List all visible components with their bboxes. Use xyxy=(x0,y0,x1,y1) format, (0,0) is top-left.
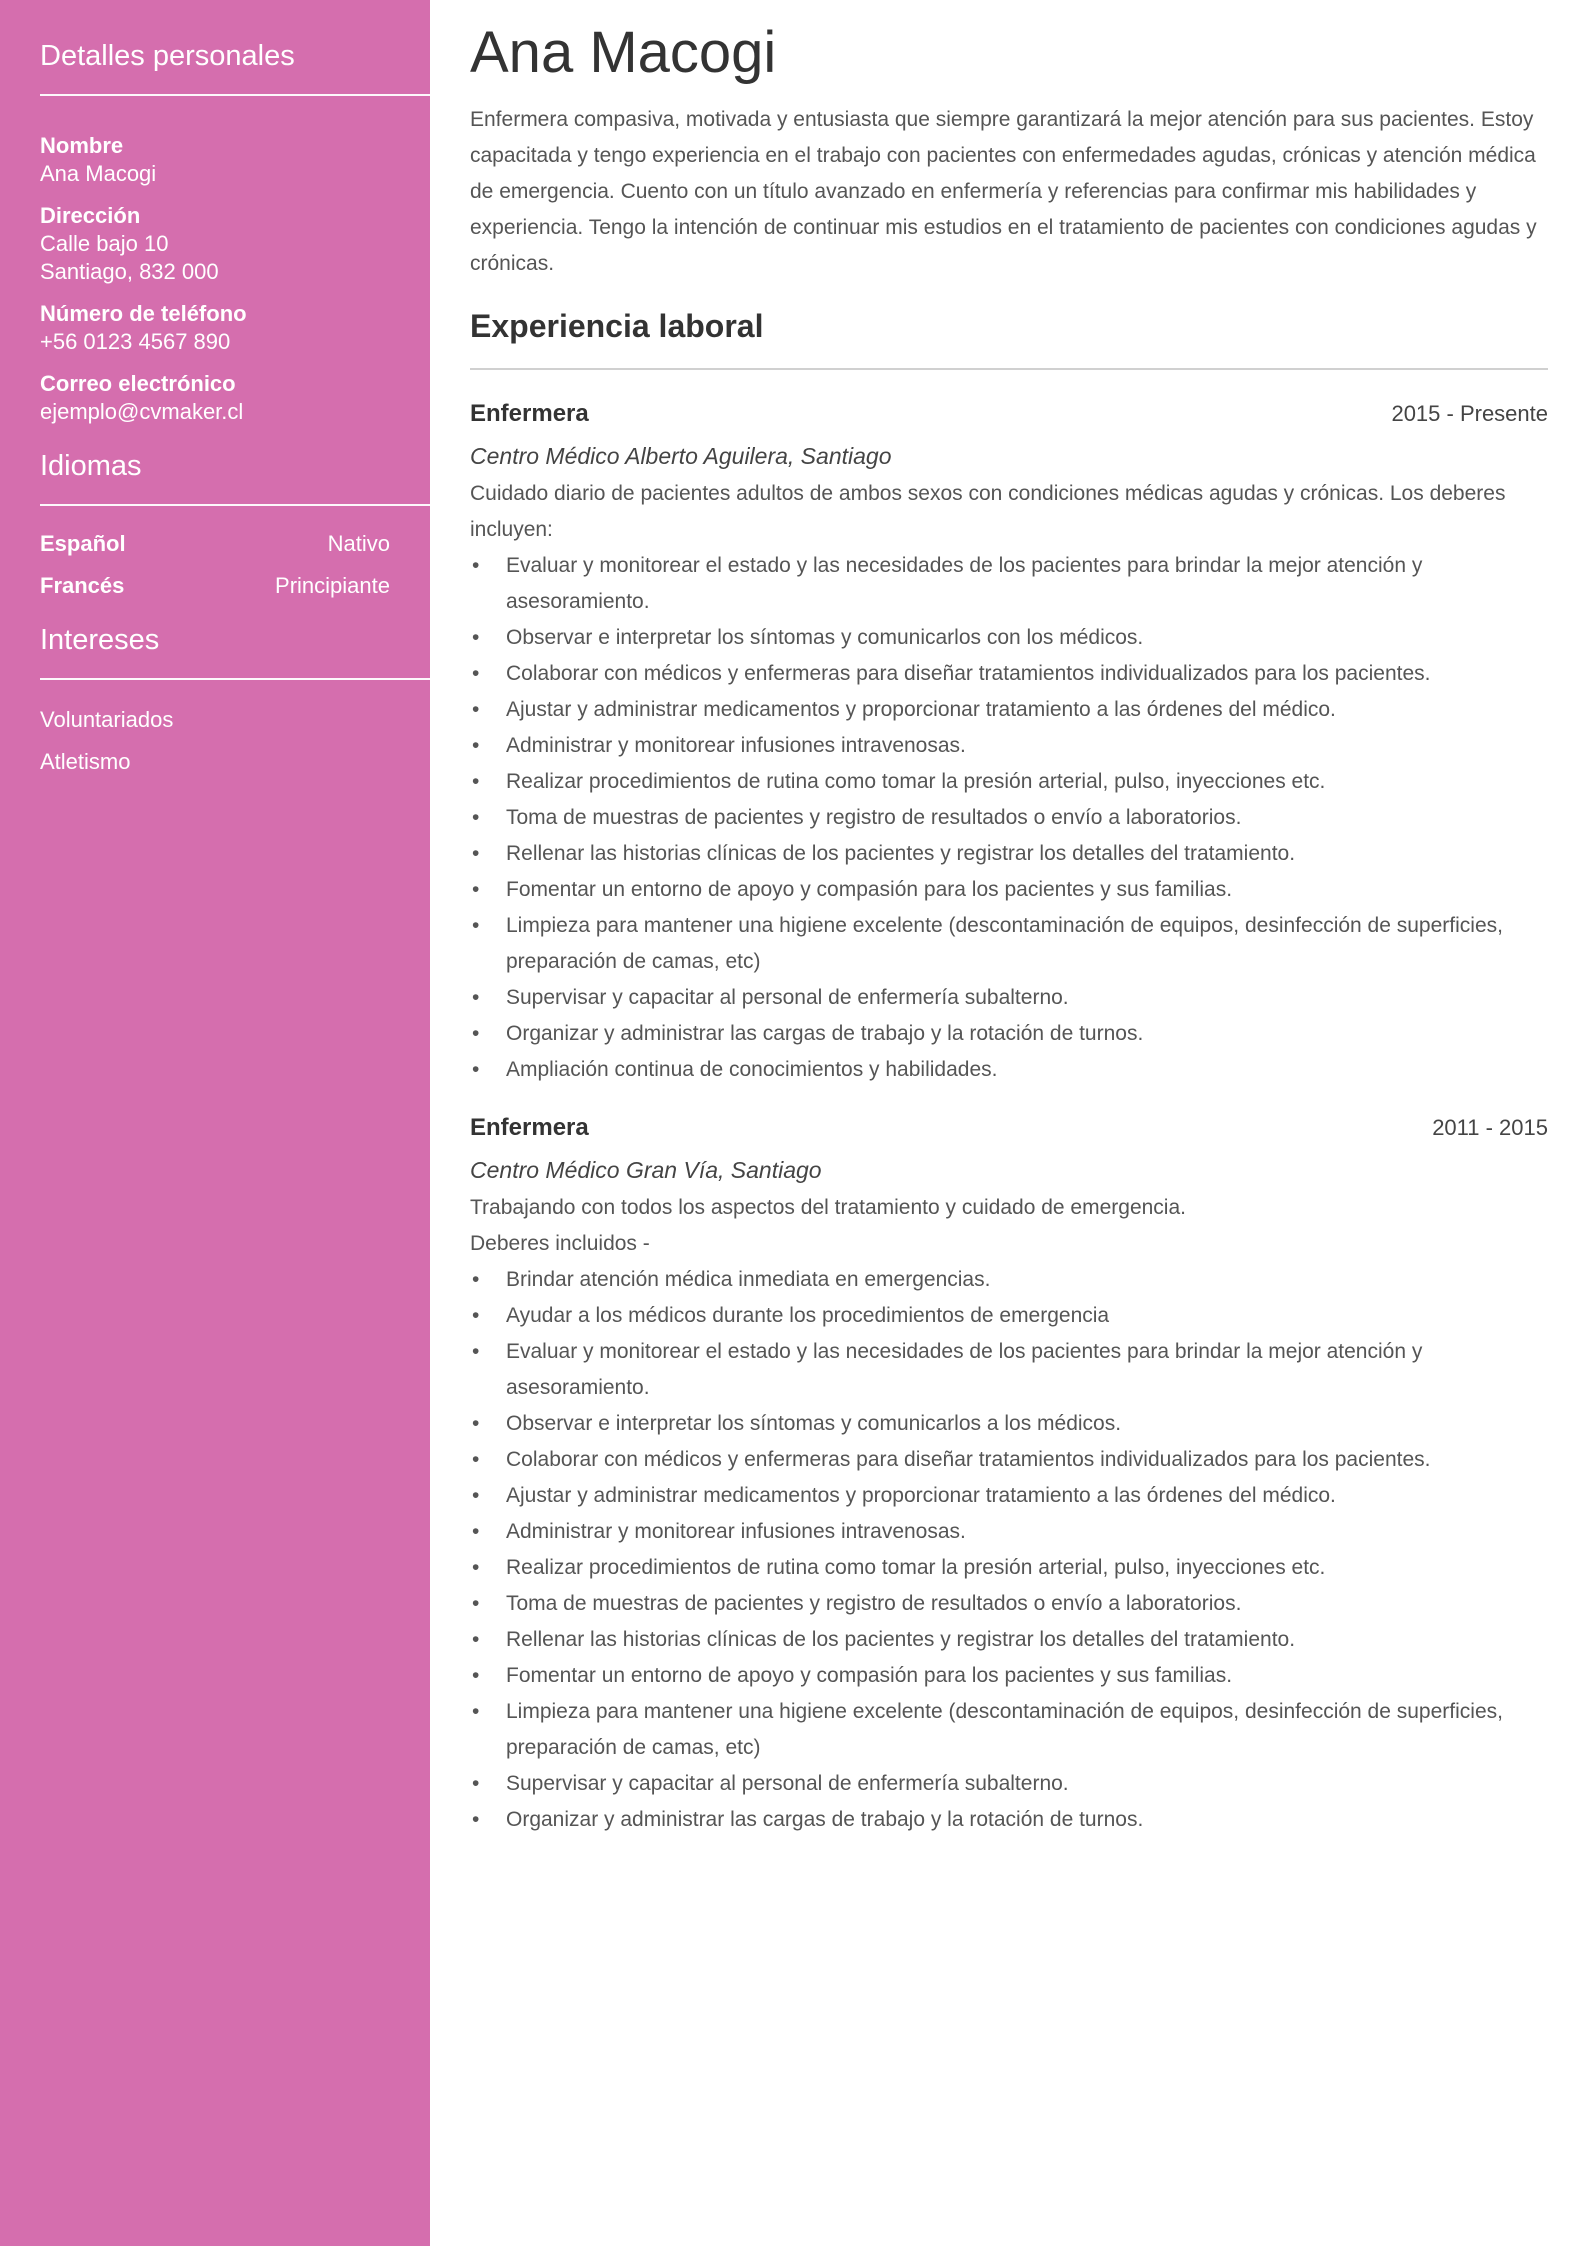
bullet-icon: • xyxy=(472,1448,480,1471)
bullet-icon: • xyxy=(472,1556,480,1579)
main-content xyxy=(470,0,1548,1860)
sidebar-divider xyxy=(40,504,430,506)
duty-item xyxy=(470,1586,1548,1622)
duty-text: Toma de muestras de pacientes y registro de resultados o envío a laboratorios. xyxy=(506,806,1242,829)
duty-item xyxy=(470,728,1548,764)
field-label: Número de teléfono xyxy=(40,301,247,326)
job-header xyxy=(470,396,1548,432)
bullet-icon: • xyxy=(472,698,480,721)
field-value: Santiago, 832 000 xyxy=(40,259,219,284)
bullet-icon: • xyxy=(472,914,480,937)
bullet-icon: • xyxy=(472,662,480,685)
languages-list xyxy=(40,530,430,600)
job-dates: 2011 - 2015 xyxy=(1432,1115,1548,1140)
duty-text: Realizar procedimientos de rutina como tomar la presión arterial, pulso, inyecciones etc. xyxy=(506,770,1326,793)
personal-field xyxy=(40,300,430,356)
job-entry xyxy=(470,396,1548,1088)
duty-item xyxy=(470,1016,1548,1052)
duty-text: Limpieza para mantener una higiene excelente (descontaminación de equipos, desinfección de superficies, preparación de camas, etc) xyxy=(506,1700,1503,1759)
interest-item: Atletismo xyxy=(40,749,131,774)
personal-field xyxy=(40,202,430,286)
sidebar-divider xyxy=(40,94,430,96)
duty-item xyxy=(470,836,1548,872)
field-label: Dirección xyxy=(40,203,141,228)
bullet-icon: • xyxy=(472,1268,480,1291)
profile-summary: Enfermera compasiva, motivada y entusiasta que siempre garantizará la mejor atención para sus pacientes. Estoy capacitada y tengo experiencia en el trabajo con pacientes con enfermedades agudas, crónicas y atención médica de emergencia. Cuento con un título avanzado en enfermería y referencias para confirmar mis habilidades y experiencia. Tengo la intención de continuar mis estudios en el tratamiento de pacientes con condiciones agudas y crónicas. xyxy=(470,108,1537,275)
bullet-icon: • xyxy=(472,1022,480,1045)
field-label: Nombre xyxy=(40,133,124,158)
duty-item xyxy=(470,980,1548,1016)
duty-item xyxy=(470,656,1548,692)
duty-item xyxy=(470,872,1548,908)
duty-text: Organizar y administrar las cargas de trabajo y la rotación de turnos. xyxy=(506,1808,1144,1831)
sidebar-divider xyxy=(40,678,430,680)
bullet-icon: • xyxy=(472,1520,480,1543)
languages-heading: Idiomas xyxy=(40,450,142,482)
language-name: Español xyxy=(40,531,126,556)
duty-text: Observar e interpretar los síntomas y comunicarlos a los médicos. xyxy=(506,1412,1122,1435)
duty-text: Ajustar y administrar medicamentos y proporcionar tratamiento a las órdenes del médico. xyxy=(506,698,1336,721)
bullet-icon: • xyxy=(472,626,480,649)
duty-item xyxy=(470,1262,1548,1298)
duty-text: Organizar y administrar las cargas de trabajo y la rotación de turnos. xyxy=(506,1022,1144,1045)
duty-item xyxy=(470,800,1548,836)
field-value: ejemplo@cvmaker.cl xyxy=(40,399,244,424)
bullet-icon: • xyxy=(472,1412,480,1435)
duty-text: Evaluar y monitorear el estado y las necesidades de los pacientes para brindar la mejor atención y asesoramiento. xyxy=(506,1340,1423,1399)
sidebar xyxy=(0,0,430,2246)
duty-text: Ampliación continua de conocimientos y habilidades. xyxy=(506,1058,998,1081)
duty-item xyxy=(470,620,1548,656)
bullet-icon: • xyxy=(472,878,480,901)
interests-list xyxy=(40,706,430,776)
duty-text: Fomentar un entorno de apoyo y compasión para los pacientes y sus familias. xyxy=(506,878,1233,901)
job-title: Enfermera xyxy=(470,1114,589,1141)
bullet-icon: • xyxy=(472,1772,480,1795)
bullet-icon: • xyxy=(472,1058,480,1081)
duty-text: Ayudar a los médicos durante los procedimientos de emergencia xyxy=(506,1304,1110,1327)
jobs-list xyxy=(470,396,1548,1838)
duty-text: Colaborar con médicos y enfermeras para diseñar tratamientos individualizados para los pacientes. xyxy=(506,662,1431,685)
duty-item xyxy=(470,1622,1548,1658)
duty-item xyxy=(470,1658,1548,1694)
duty-text: Rellenar las historias clínicas de los pacientes y registrar los detalles del tratamiento. xyxy=(506,1628,1296,1651)
job-description: Cuidado diario de pacientes adultos de ambos sexos con condiciones médicas agudas y crónicas. Los deberes incluyen: xyxy=(470,482,1506,541)
bullet-icon: • xyxy=(472,770,480,793)
bullet-icon: • xyxy=(472,1304,480,1327)
personal-field xyxy=(40,132,430,188)
bullet-icon: • xyxy=(472,734,480,757)
duty-item xyxy=(470,1694,1548,1766)
section-divider xyxy=(470,368,1548,370)
job-entry xyxy=(470,1110,1548,1838)
duty-text: Rellenar las historias clínicas de los pacientes y registrar los detalles del tratamiento. xyxy=(506,842,1296,865)
field-value: Calle bajo 10 xyxy=(40,231,169,256)
bullet-icon: • xyxy=(472,806,480,829)
duty-item xyxy=(470,908,1548,980)
candidate-name: Ana Macogi xyxy=(470,20,777,85)
duty-item xyxy=(470,548,1548,620)
bullet-icon: • xyxy=(472,1628,480,1651)
bullet-icon: • xyxy=(472,1592,480,1615)
job-title: Enfermera xyxy=(470,400,589,427)
bullet-icon: • xyxy=(472,986,480,1009)
field-value: +56 0123 4567 890 xyxy=(40,329,231,354)
field-value: Ana Macogi xyxy=(40,161,157,186)
duty-text: Realizar procedimientos de rutina como tomar la presión arterial, pulso, inyecciones etc. xyxy=(506,1556,1326,1579)
experience-heading: Experiencia laboral xyxy=(470,308,764,344)
bullet-icon: • xyxy=(472,1484,480,1507)
duty-item xyxy=(470,1802,1548,1838)
duty-text: Limpieza para mantener una higiene excelente (descontaminación de equipos, desinfección de superficies, preparación de camas, etc) xyxy=(506,914,1503,973)
duty-text: Brindar atención médica inmediata en emergencias. xyxy=(506,1268,991,1291)
language-level: Nativo xyxy=(327,531,390,556)
duty-text: Administrar y monitorear infusiones intravenosas. xyxy=(506,734,966,757)
bullet-icon: • xyxy=(472,1664,480,1687)
duty-text: Ajustar y administrar medicamentos y proporcionar tratamiento a las órdenes del médico. xyxy=(506,1484,1336,1507)
duty-item xyxy=(470,1442,1548,1478)
duty-text: Toma de muestras de pacientes y registro de resultados o envío a laboratorios. xyxy=(506,1592,1242,1615)
job-header xyxy=(470,1110,1548,1146)
duty-text: Observar e interpretar los síntomas y comunicarlos con los médicos. xyxy=(506,626,1144,649)
duty-item xyxy=(470,1052,1548,1088)
interests-heading: Intereses xyxy=(40,624,160,656)
duty-text: Supervisar y capacitar al personal de enfermería subalterno. xyxy=(506,986,1069,1009)
bullet-icon: • xyxy=(472,1700,480,1723)
duty-text: Supervisar y capacitar al personal de enfermería subalterno. xyxy=(506,1772,1069,1795)
bullet-icon: • xyxy=(472,554,480,577)
duty-item xyxy=(470,1334,1548,1406)
job-description: Trabajando con todos los aspectos del tratamiento y cuidado de emergencia. xyxy=(470,1196,1186,1219)
duty-item xyxy=(470,692,1548,728)
bullet-icon: • xyxy=(472,1808,480,1831)
duty-text: Administrar y monitorear infusiones intravenosas. xyxy=(506,1520,966,1543)
job-company: Centro Médico Gran Vía, Santiago xyxy=(470,1157,822,1183)
job-description: Deberes incluidos - xyxy=(470,1232,650,1255)
personal-field xyxy=(40,370,430,426)
job-dates: 2015 - Presente xyxy=(1391,401,1548,426)
duty-item xyxy=(470,764,1548,800)
bullet-icon: • xyxy=(472,842,480,865)
bullet-icon: • xyxy=(472,1340,480,1363)
duty-item xyxy=(470,1406,1548,1442)
duties-list xyxy=(470,1262,1548,1838)
duty-text: Evaluar y monitorear el estado y las necesidades de los pacientes para brindar la mejor atención y asesoramiento. xyxy=(506,554,1423,613)
duty-item xyxy=(470,1766,1548,1802)
duty-text: Colaborar con médicos y enfermeras para diseñar tratamientos individualizados para los pacientes. xyxy=(506,1448,1431,1471)
language-row xyxy=(40,572,390,600)
personal-details-heading: Detalles personales xyxy=(40,40,295,72)
interest-item: Voluntariados xyxy=(40,707,174,732)
duty-item xyxy=(470,1478,1548,1514)
language-level: Principiante xyxy=(275,573,390,598)
duty-item xyxy=(470,1298,1548,1334)
language-name: Francés xyxy=(40,573,125,598)
job-company: Centro Médico Alberto Aguilera, Santiago xyxy=(470,443,892,469)
field-label: Correo electrónico xyxy=(40,371,236,396)
duty-text: Fomentar un entorno de apoyo y compasión para los pacientes y sus familias. xyxy=(506,1664,1233,1687)
personal-details-list xyxy=(40,132,430,426)
duty-item xyxy=(470,1514,1548,1550)
duties-list xyxy=(470,548,1548,1088)
language-row xyxy=(40,530,390,558)
duty-item xyxy=(470,1550,1548,1586)
